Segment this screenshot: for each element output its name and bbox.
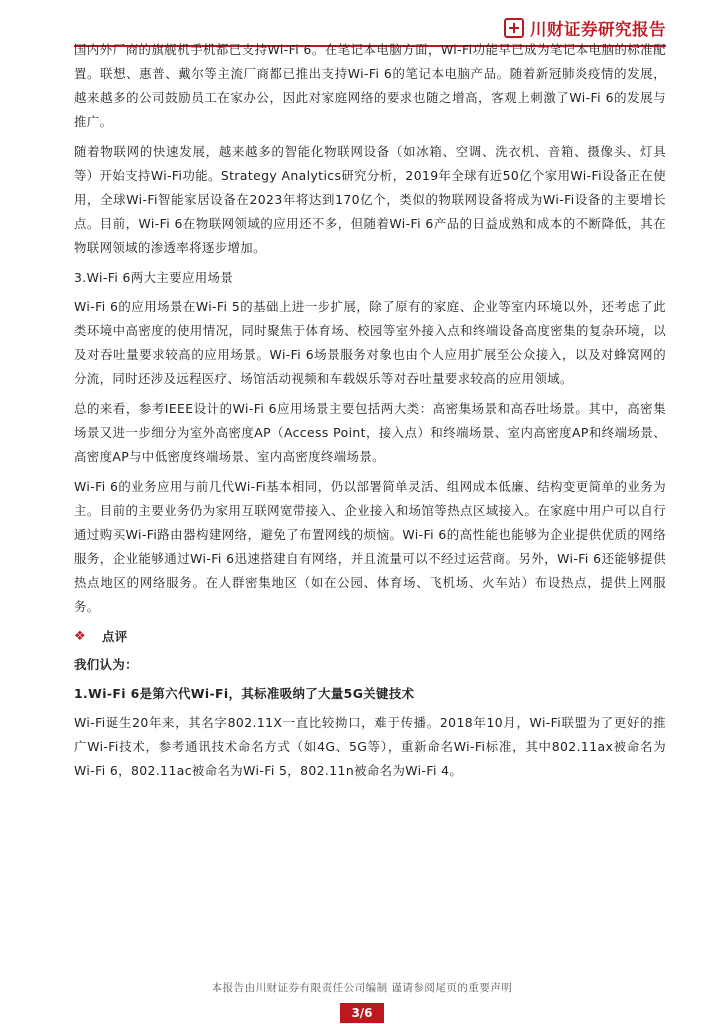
footer-disclaimer: 本报告由川财证券有限责任公司编制 谨请参阅尾页的重要声明 — [211, 982, 513, 994]
paragraph-2: 随着物联网的快速发展，越来越多的智能化物联网设备（如冰箱、空调、洗衣机、音箱、摄像头、灯具等）开始支持Wi-Fi功能。Strategy Analytics研究分析，2019年全球有近50亿个家用Wi-Fi设备正在使用，全球Wi-Fi智能家居设备在2023年将达到170亿个，类似的物联网设备将成为Wi-Fi设备的主要增长点。目前，Wi-Fi 6在物联网领域的应用还不多，但随着Wi-Fi 6产品的日益成熟和成本的不断降低，其在物联网领域的渗透率将逐步增加。 — [74, 144, 666, 255]
we-think-label: 我们认为： — [74, 657, 138, 672]
diamond-bullet-icon: ❖ — [74, 629, 87, 644]
paragraph-6: Wi-Fi诞生20年来，其名字802.11X一直比较拗口，难于传播。2018年10月，Wi-Fi联盟为了更好的推广Wi-Fi技术，参考通讯技术命名方式（如4G、5G等），重新命名Wi-Fi标准，其中802.11ax被命名为Wi-Fi 6，802.11ac被命名为Wi-Fi 5，802.11n被命名为Wi-Fi 4。 — [74, 715, 666, 778]
paragraph-4: 总的来看，参考IEEE设计的Wi-Fi 6应用场景主要包括两大类：高密集场景和高吞吐场景。其中，高密集场景又进一步细分为室外高密度AP（Access Point，接入点）和终端场景、室内高密度AP和终端场景、高密度AP与中低密度终端场景、室内高密度终端场景。 — [74, 401, 666, 464]
section-heading-1: 1.Wi-Fi 6是第六代Wi-Fi，其标准吸纳了大量5G关键技术 — [74, 686, 415, 701]
paragraph-1: 国内外厂商的旗舰机手机都已支持Wi-Fi 6。在笔记本电脑方面，Wi-Fi功能早已成为笔记本电脑的标准配置。联想、惠普、戴尔等主流厂商都已推出支持Wi-Fi 6的笔记本电脑产品。随着新冠肺炎疫情的发展，越来越多的公司鼓励员工在家办公，因此对家庭网络的要求也随之增高，客观上刺激了Wi-Fi 6的发展与推广。 — [74, 42, 666, 129]
comment-heading-label: 点评 — [102, 629, 128, 644]
paragraph-5: Wi-Fi 6的业务应用与前几代Wi-Fi基本相同，仍以部署简单灵活、组网成本低廉、结构变更简单的业务为主。目前的主要业务仍为家用互联网宽带接入、企业接入和场馆等热点区域接入。在家庭中用户可以自行通过购买Wi-Fi路由器构建网络，避免了布置网线的烦恼。Wi-Fi 6的高性能也能够为企业提供优质的网络服务，企业能够通过Wi-Fi 6迅速搭建自有网络，并且流量可以不经过运营商。另外，Wi-Fi 6还能够提供热点地区的网络服务。在人群密集地区（如在公园、体育场、飞机场、火车站）布设热点，提供上网服务。 — [74, 479, 666, 614]
comment-section-heading — [74, 625, 666, 649]
page-number-badge: 3/6 — [340, 1003, 384, 1023]
header-title: 川财证券研究报告 — [530, 20, 666, 39]
paragraph-3: Wi-Fi 6的应用场景在Wi-Fi 5的基础上进一步扩展，除了原有的家庭、企业等室内环境以外，还考虑了此类环境中高密度的使用情况，同时聚焦于体育场、校园等室外接入点和终端设备高度密集的复杂环境，以及对吞吐量要求较高的应用场景。Wi-Fi 6场景服务对象也由个人应用扩展至公众接入，以及对蜂窝网的分流，同时还涉及远程医疗、场馆活动视频和车载娱乐等对吞吐量要求较高的应用领域。 — [74, 299, 666, 386]
header-brand — [504, 16, 666, 40]
section-heading-3: 3.Wi-Fi 6两大主要应用场景 — [74, 270, 234, 285]
report-body — [74, 38, 666, 789]
company-logo-icon — [504, 18, 524, 38]
